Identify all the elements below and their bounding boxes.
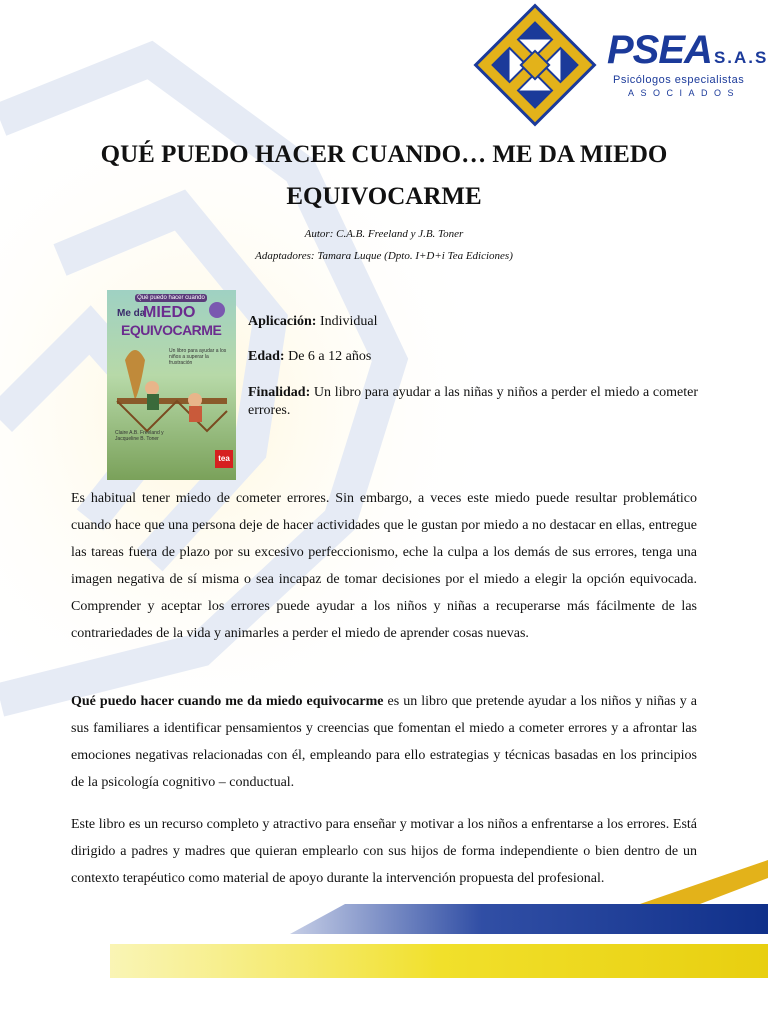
- paragraph-3: Este libro es un recurso completo y atractivo para enseñar y motivar a los niños a enfrentarse a los errores. Está dirigido a padres y madres que quieran emplearlo con sus hijos de forma independiente o bien dentro de un contexto terapéutico como material de apoyo durante la intervención propuesta del profesional.: [71, 817, 697, 886]
- publisher-logo: tea: [215, 450, 233, 468]
- application-value: Individual: [319, 314, 378, 329]
- cover-description: Un libro para ayudar a los niños a superar la frustración: [169, 348, 227, 366]
- logo-title: PSEA S.A.S: [607, 28, 768, 72]
- purpose-value: Un libro para ayudar a las niñas y niños a perder el miedo a cometer errores.: [248, 385, 699, 418]
- purpose-line: [248, 384, 698, 420]
- footer-stripes: [0, 860, 768, 1024]
- age-value: De 6 a 12 años: [288, 349, 372, 364]
- cover-miedo: MIEDO: [143, 304, 196, 321]
- paragraph-2-bold: Qué puedo hacer cuando me da miedo equivocarme: [71, 694, 384, 709]
- author-line: Autor: C.A.B. Freeland y J.B. Toner: [304, 228, 464, 240]
- cover-meda: Me da: [117, 308, 146, 319]
- paragraph-2: [71, 688, 697, 796]
- logo-subtitle: Psicólogos especialistas: [613, 74, 745, 86]
- paragraph-1: Es habitual tener miedo de cometer errores. Sin embargo, a veces este miedo puede resultar problemático cuando hace que una persona deje de hacer actividades que le gustan por miedo a no destacar en ellas, entregue las tareas fuera de plazo por su excesivo perfeccionismo, eche la culpa a los demás de sus errores, tenga una imagen negativa de sí misma o sea incapaz de tomar decisiones por el miedo a elegir la opción equivocada. Comprender y aceptar los errores puede ayudar a los niños y niñas a recuperarse más fácilmente de las contrariedades de la vida y animarles a perder el miedo de aprender cosas nuevas.: [71, 491, 697, 641]
- cover-series: Qué puedo hacer cuando: [135, 294, 207, 302]
- paragraph-2-text: es un libro que pretende ayudar a los niños y niñas y a sus familiares a identificar pensamientos y creencias que fomentan el miedo a cometer errores y a afrontar las emociones negativas relacionadas con él, empleando para ello estrategias y técnicas basadas en los principios de la psicología cognitivo – conductual.: [71, 694, 698, 790]
- logo-subtitle-associates: ASOCIADOS: [628, 88, 741, 98]
- application-label: Aplicación:: [248, 314, 317, 329]
- book-cover-image: [107, 290, 236, 480]
- age-line: [248, 348, 698, 366]
- adapters-line: Adaptadores: Tamara Luque (Dpto. I+D+i Tea Ediciones): [255, 250, 513, 262]
- age-label: Edad:: [248, 349, 285, 364]
- application-line: [248, 313, 698, 331]
- logo-suffix: S.A.S: [713, 48, 768, 67]
- cover-equivocarme: EQUIVOCARME: [121, 322, 222, 338]
- purpose-label: Finalidad:: [248, 385, 311, 400]
- cover-authors: Claire A.B. Freeland y Jacqueline B. Toner: [115, 430, 164, 442]
- document-title: QUÉ PUEDO HACER CUANDO… ME DA MIEDO EQUIVOCARME: [100, 141, 668, 210]
